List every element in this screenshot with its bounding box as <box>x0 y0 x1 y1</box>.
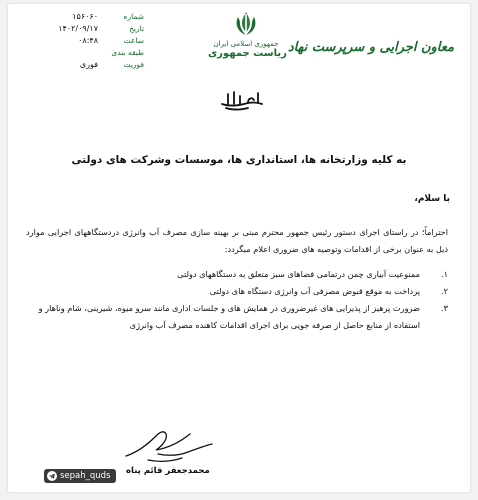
item-number: ۳. <box>440 303 448 313</box>
meta-row <box>24 36 144 48</box>
meta-label: شماره <box>123 12 144 21</box>
list-item <box>26 300 448 334</box>
watermark-handle: sepah_quds <box>60 471 111 481</box>
meta-value: ۰۸:۴۸ <box>78 36 98 45</box>
signer-name: محمدجعفر قائم پناه <box>126 466 210 476</box>
telegram-icon <box>47 471 57 481</box>
item-text: ممنوعیت آبیاری چمن درتمامی فضاهای سبز متعلق به دستگاههای دولتی <box>177 269 420 279</box>
institution-block <box>208 10 287 59</box>
meta-row <box>24 60 144 72</box>
list-item <box>26 283 448 300</box>
org-title: معاون اجرایی و سرپرست نهاد <box>287 40 454 55</box>
letter-meta <box>24 12 144 72</box>
meta-row <box>24 12 144 24</box>
telegram-watermark <box>44 469 116 483</box>
letter-page <box>8 4 470 492</box>
meta-value: ۱۴۰۲/۰۹/۱۷ <box>58 24 98 33</box>
meta-row <box>24 24 144 36</box>
meta-value: ۱۵۶۰۶۰ <box>72 12 98 21</box>
item-number: ۱. <box>440 269 448 279</box>
institution-line2: ریاست جمهوری <box>208 48 287 59</box>
letter-items <box>26 266 448 334</box>
meta-label: طبقه بندی <box>111 48 144 57</box>
meta-row <box>24 48 144 60</box>
item-text: پرداخت به موقع قبوض مصرفی آب وانرژی دستگاه های دولتی <box>209 286 420 296</box>
meta-label: فوریت <box>123 60 144 69</box>
meta-value: فوری <box>79 60 98 69</box>
item-text: ضرورت پرهیز از پذیرایی های غیرضروری در همایش های و جلسات اداری مانند سرو میوه، شیرینی، شام وناهار و استفاده از منابع حاصل از صرفه جویی برای اجرای اقدامات کاهنده مصرف آب وانرژی <box>38 303 420 330</box>
letter-intro: احتراماً؛ در راستای اجرای دستور رئیس جمهور محترم مبنی بر بهینه سازی مصرف آب وانرژی دردستگاههای اجرایی موارد ذیل به عنوان برخی از اقدامات وتوصیه های ضروری اعلام میگردد: <box>26 227 448 254</box>
meta-label: ساعت <box>123 36 144 45</box>
bismillah-calligraphy-icon <box>218 88 266 112</box>
signature-icon <box>118 422 218 466</box>
list-item <box>26 266 448 283</box>
item-number: ۲. <box>440 286 448 296</box>
iran-emblem-icon <box>233 10 259 38</box>
institution-line1: جمهوری اسلامی ایران <box>213 40 279 48</box>
meta-label: تاریخ <box>129 24 144 33</box>
letter-addressee: به کلیه وزارتخانه ها، استانداری ها، موسسات وشرکت های دولتی <box>71 154 407 166</box>
letter-salutation: با سلام، <box>414 194 450 204</box>
